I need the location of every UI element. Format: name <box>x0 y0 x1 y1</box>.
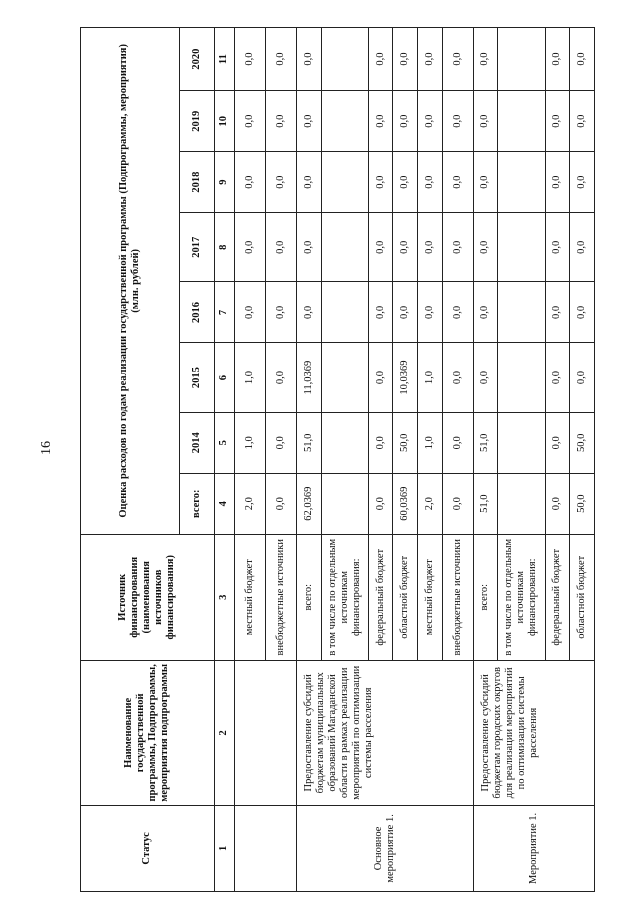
source-cell: всего: <box>473 534 498 660</box>
value-cell <box>321 152 368 213</box>
value-cell: 0,0 <box>545 343 570 412</box>
source-cell: областной бюджет <box>393 534 418 660</box>
col-number: 4 <box>214 473 235 534</box>
value-cell: 50,0 <box>393 412 418 473</box>
value-cell: 0,0 <box>296 91 321 152</box>
value-cell: 0,0 <box>442 152 473 213</box>
value-cell: 11,0369 <box>296 343 321 412</box>
value-cell: 0,0 <box>368 473 393 534</box>
header-year-2020: 2020 <box>179 28 214 91</box>
value-cell: 0,0 <box>418 213 443 282</box>
source-cell: местный бюджет <box>418 534 443 660</box>
value-cell: 51,0 <box>473 412 498 473</box>
value-cell: 0,0 <box>473 343 498 412</box>
document-sheet <box>8 0 640 905</box>
source-cell: внебюджетные источники <box>442 534 473 660</box>
value-cell: 0,0 <box>368 343 393 412</box>
col-number: 3 <box>214 534 235 660</box>
value-cell: 0,0 <box>442 343 473 412</box>
value-cell: 0,0 <box>235 91 266 152</box>
value-cell: 0,0 <box>545 213 570 282</box>
col-number: 11 <box>214 28 235 91</box>
value-cell: 0,0 <box>442 91 473 152</box>
value-cell: 0,0 <box>235 282 266 343</box>
value-cell <box>321 343 368 412</box>
value-cell: 0,0 <box>570 282 595 343</box>
value-cell: 1,0 <box>418 343 443 412</box>
value-cell: 0,0 <box>393 213 418 282</box>
page-number: 16 <box>39 441 54 455</box>
value-cell <box>498 213 545 282</box>
source-cell: в том числе по отдельным источникам финансирования: <box>498 534 545 660</box>
value-cell: 0,0 <box>473 28 498 91</box>
source-cell: областной бюджет <box>570 534 595 660</box>
col-number: 10 <box>214 91 235 152</box>
value-cell: 0,0 <box>545 28 570 91</box>
value-cell: 0,0 <box>296 282 321 343</box>
header-status: Статус <box>81 805 215 891</box>
value-cell: 0,0 <box>442 282 473 343</box>
value-cell: 2,0 <box>235 473 266 534</box>
value-cell: 0,0 <box>545 282 570 343</box>
value-cell: 0,0 <box>296 213 321 282</box>
col-number: 1 <box>214 805 235 891</box>
header-year-2016: 2016 <box>179 282 214 343</box>
value-cell: 0,0 <box>418 282 443 343</box>
value-cell: 0,0 <box>393 28 418 91</box>
value-cell: 0,0 <box>368 213 393 282</box>
value-cell: 0,0 <box>266 152 297 213</box>
value-cell: 62,0369 <box>296 473 321 534</box>
value-cell: 0,0 <box>418 152 443 213</box>
value-cell: 0,0 <box>266 213 297 282</box>
value-cell: 0,0 <box>266 343 297 412</box>
value-cell: 0,0 <box>545 91 570 152</box>
value-cell: 0,0 <box>418 91 443 152</box>
value-cell: 0,0 <box>545 473 570 534</box>
value-cell: 1,0 <box>418 412 443 473</box>
value-cell: 50,0 <box>570 412 595 473</box>
value-cell: 0,0 <box>473 91 498 152</box>
header-year-2018: 2018 <box>179 152 214 213</box>
value-cell: 0,0 <box>368 91 393 152</box>
value-cell: 0,0 <box>545 152 570 213</box>
value-cell: 0,0 <box>473 282 498 343</box>
name-cell: Предоставление субсидий бюджетам городских округов для реализации мероприятий по оптимизации системы расселения <box>473 660 594 805</box>
value-cell: 0,0 <box>235 213 266 282</box>
header-group: Оценка расходов по годам реализации государственной программы (Подпрограммы, мероприятия) (млн. рублей) <box>81 28 180 535</box>
value-cell: 0,0 <box>570 91 595 152</box>
table-row <box>473 28 498 892</box>
value-cell: 10,0369 <box>393 343 418 412</box>
rotated-table-container <box>80 27 595 892</box>
value-cell <box>498 28 545 91</box>
col-number: 5 <box>214 412 235 473</box>
value-cell: 0,0 <box>570 28 595 91</box>
value-cell <box>498 412 545 473</box>
value-cell <box>321 91 368 152</box>
value-cell: 0,0 <box>442 412 473 473</box>
value-cell: 0,0 <box>368 412 393 473</box>
header-year-2014: 2014 <box>179 412 214 473</box>
value-cell: 0,0 <box>368 152 393 213</box>
value-cell <box>321 282 368 343</box>
value-cell: 0,0 <box>296 28 321 91</box>
source-cell: в том числе по отдельным источникам финансирования: <box>321 534 368 660</box>
value-cell: 1,0 <box>235 412 266 473</box>
value-cell <box>498 473 545 534</box>
source-cell: федеральный бюджет <box>368 534 393 660</box>
value-cell <box>321 412 368 473</box>
column-number-row <box>214 28 235 892</box>
value-cell: 60,0369 <box>393 473 418 534</box>
status-cell: Мероприятие 1. <box>473 805 594 891</box>
value-cell <box>498 152 545 213</box>
status-cell: Основное мероприятие 1. <box>296 805 473 891</box>
value-cell: 0,0 <box>442 28 473 91</box>
value-cell: 0,0 <box>570 213 595 282</box>
finance-table <box>80 27 595 892</box>
value-cell: 0,0 <box>266 28 297 91</box>
col-number: 2 <box>214 660 235 805</box>
value-cell: 0,0 <box>473 213 498 282</box>
value-cell: 0,0 <box>473 152 498 213</box>
header-name: Наименование государственной программы, Подпрограммы, мероприятия подпрограммы <box>81 660 215 805</box>
value-cell: 51,0 <box>473 473 498 534</box>
value-cell <box>321 213 368 282</box>
source-cell: внебюджетные источники <box>266 534 297 660</box>
value-cell: 0,0 <box>368 28 393 91</box>
value-cell: 1,0 <box>235 343 266 412</box>
value-cell <box>498 282 545 343</box>
value-cell: 0,0 <box>266 91 297 152</box>
value-cell: 0,0 <box>235 152 266 213</box>
value-cell: 0,0 <box>296 152 321 213</box>
header-source: Источник финансирования (наименования источников финансирования) <box>81 534 215 660</box>
value-cell: 2,0 <box>418 473 443 534</box>
value-cell: 51,0 <box>296 412 321 473</box>
status-cell-continued <box>235 805 297 891</box>
source-cell: федеральный бюджет <box>545 534 570 660</box>
value-cell: 0,0 <box>266 412 297 473</box>
value-cell: 0,0 <box>442 213 473 282</box>
header-row-top <box>81 28 180 892</box>
col-number: 9 <box>214 152 235 213</box>
value-cell: 0,0 <box>235 28 266 91</box>
value-cell: 0,0 <box>570 152 595 213</box>
header-year-2019: 2019 <box>179 91 214 152</box>
value-cell: 50,0 <box>570 473 595 534</box>
header-year-2017: 2017 <box>179 213 214 282</box>
name-cell: Предоставление субсидий бюджетам муниципальных образований Магаданской области в рамках реализации мероприятий по оптимизации системы расселения <box>296 660 473 805</box>
source-cell: всего: <box>296 534 321 660</box>
value-cell: 0,0 <box>570 343 595 412</box>
col-number: 6 <box>214 343 235 412</box>
header-year-total: всего: <box>179 473 214 534</box>
name-cell-continued <box>235 660 297 805</box>
value-cell <box>321 28 368 91</box>
header-year-2015: 2015 <box>179 343 214 412</box>
col-number: 8 <box>214 213 235 282</box>
value-cell: 0,0 <box>266 473 297 534</box>
value-cell: 0,0 <box>368 282 393 343</box>
col-number: 7 <box>214 282 235 343</box>
table-row <box>235 28 266 892</box>
value-cell <box>498 343 545 412</box>
value-cell: 0,0 <box>442 473 473 534</box>
value-cell <box>498 91 545 152</box>
value-cell: 0,0 <box>266 282 297 343</box>
value-cell: 0,0 <box>393 282 418 343</box>
value-cell: 0,0 <box>418 28 443 91</box>
table-row <box>296 28 321 892</box>
value-cell: 0,0 <box>545 412 570 473</box>
source-cell: местный бюджет <box>235 534 266 660</box>
value-cell: 0,0 <box>393 152 418 213</box>
value-cell <box>321 473 368 534</box>
value-cell: 0,0 <box>393 91 418 152</box>
